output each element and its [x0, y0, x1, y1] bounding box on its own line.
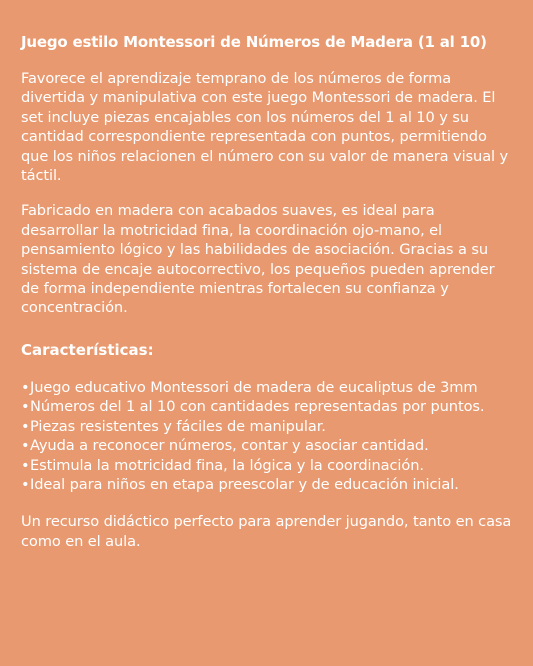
- feature-item: [21, 397, 513, 416]
- feature-text: Números del 1 al 10 con cantidades representadas por puntos.: [30, 398, 485, 416]
- bullet-icon: •: [21, 417, 30, 435]
- detail-paragraph: Fabricado en madera con acabados suaves, es ideal para desarrollar la motricidad fina, la coordinación ojo-mano, el pensamiento lógico y las habilidades de asociación. Gracias a su sistema de encaje autocorrectivo, los pequeños pueden aprender de forma independiente mientras fortalecen su confianza y concentración.: [21, 202, 495, 317]
- feature-text: Ayuda a reconocer números, contar y asociar cantidad.: [30, 437, 429, 455]
- feature-text: Juego educativo Montessori de madera de eucaliptus de 3mm: [30, 378, 478, 396]
- bullet-icon: •: [21, 378, 30, 396]
- bullet-icon: •: [21, 475, 30, 493]
- feature-text: Piezas resistentes y fáciles de manipular.: [30, 417, 326, 435]
- bullet-icon: •: [21, 398, 30, 416]
- feature-item: [21, 436, 513, 455]
- feature-item: [21, 378, 513, 397]
- feature-item: [21, 417, 513, 436]
- closing-paragraph: Un recurso didáctico perfecto para aprender jugando, tanto en casa como en el aula.: [21, 513, 512, 550]
- feature-item: [21, 456, 513, 475]
- product-title: Juego estilo Montessori de Números de Madera (1 al 10): [21, 33, 487, 51]
- feature-item: [21, 475, 513, 494]
- features-list: [21, 378, 513, 494]
- bullet-icon: •: [21, 456, 30, 474]
- intro-paragraph: Favorece el aprendizaje temprano de los números de forma divertida y manipulativa con este juego Montessori de madera. El set incluye piezas encajables con los números del 1 al 10 y su cantidad correspondiente representada con puntos, permitiendo que los niños relacionen el número con su valor de manera visual y táctil.: [21, 70, 509, 185]
- bullet-icon: •: [21, 437, 30, 455]
- features-heading: Características:: [21, 340, 154, 359]
- feature-text: Estimula la motricidad fina, la lógica y la coordinación.: [30, 456, 424, 474]
- feature-text: Ideal para niños en etapa preescolar y de educación inicial.: [30, 475, 459, 493]
